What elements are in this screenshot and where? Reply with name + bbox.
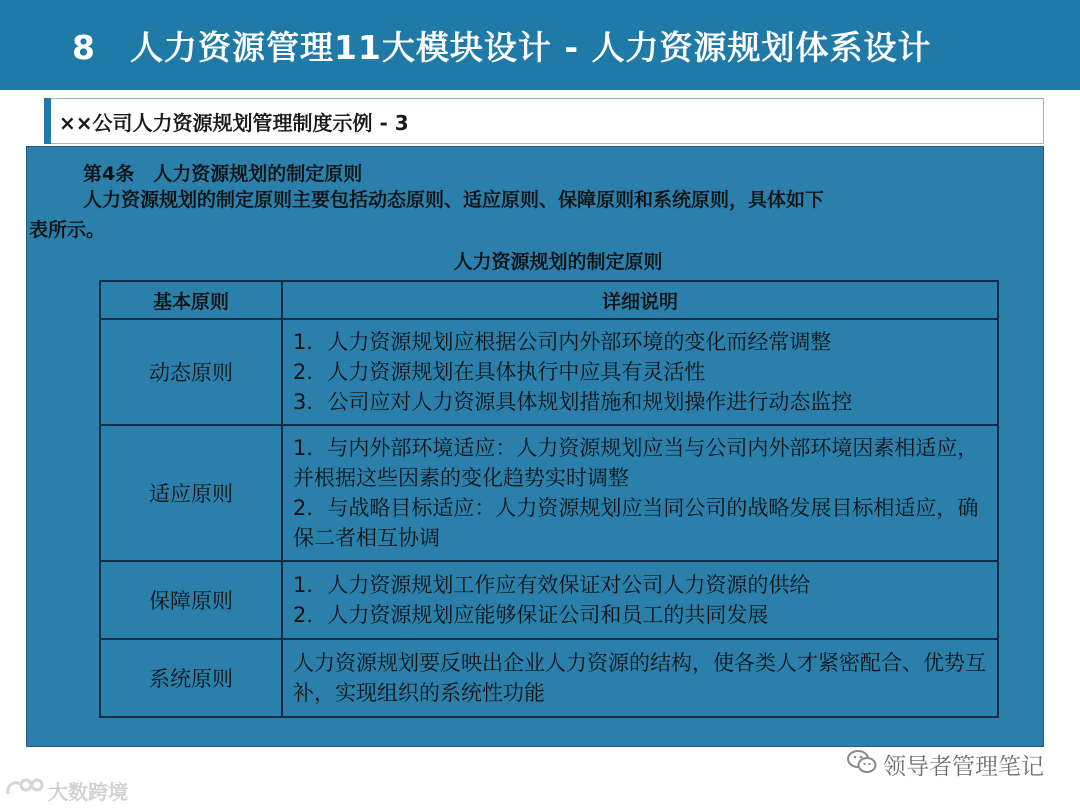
detail-line: 1．与内外部环境适应：人力资源规划应当与公司内外部环境因素相适应，并根据这些因素的变化趋势实时调整 [293, 436, 979, 490]
detail-line: 2．与战略目标适应：人力资源规划应当同公司的战略发展目标相适应，确保二者相互协调 [293, 496, 979, 550]
table-row [100, 639, 998, 717]
content-panel [26, 146, 1044, 747]
principle-detail [282, 319, 998, 425]
principle-detail [282, 561, 998, 639]
column-header-principle: 基本原则 [100, 281, 282, 319]
brand-logo-icon [4, 776, 44, 805]
page-title: 8 人力资源管理11大模块设计 - 人力资源规划体系设计 [72, 27, 932, 67]
principle-detail [282, 639, 998, 717]
subtitle-text: ××公司人力资源规划管理制度示例 - 3 [59, 110, 409, 135]
article-body-line-2: 表所示。 [29, 219, 106, 241]
article-body [27, 185, 1027, 245]
watermark-right-text: 领导者管理笔记 [883, 754, 1044, 780]
subtitle-accent-bar [44, 98, 51, 144]
principles-table [99, 280, 999, 718]
detail-line: 2．人力资源规划应能够保证公司和员工的共同发展 [293, 603, 769, 627]
table-row [100, 319, 998, 425]
wechat-icon [847, 749, 877, 781]
header-bar [0, 0, 1080, 90]
principle-name: 系统原则 [100, 639, 282, 717]
watermark-left [4, 776, 128, 805]
detail-line: 1．人力资源规划工作应有效保证对公司人力资源的供给 [293, 573, 811, 597]
detail-line: 2．人力资源规划在具体执行中应具有灵活性 [293, 360, 706, 384]
column-header-detail: 详细说明 [282, 281, 998, 319]
detail-line: 人力资源规划要反映出企业人力资源的结构，使各类人才紧密配合、优势互补，实现组织的系统性功能 [293, 651, 986, 705]
article-body-line-1: 人力资源规划的制定原则主要包括动态原则、适应原则、保障原则和系统原则，具体如下 [83, 189, 825, 211]
detail-line: 3．公司应对人力资源具体规划措施和规划操作进行动态监控 [293, 390, 853, 414]
watermark-right [847, 748, 1044, 781]
table-header-row [100, 281, 998, 319]
subtitle-box [44, 98, 1044, 144]
principle-name: 保障原则 [100, 561, 282, 639]
watermark-left-text: 大数跨境 [48, 780, 128, 804]
table-row [100, 425, 998, 561]
table-caption: 人力资源规划的制定原则 [453, 251, 663, 273]
principle-name: 动态原则 [100, 319, 282, 425]
table-row [100, 561, 998, 639]
principle-name: 适应原则 [100, 425, 282, 561]
article-heading: 第4条 人力资源规划的制定原则 [83, 163, 363, 185]
principle-detail [282, 425, 998, 561]
detail-line: 1．人力资源规划应根据公司内外部环境的变化而经常调整 [293, 330, 832, 354]
